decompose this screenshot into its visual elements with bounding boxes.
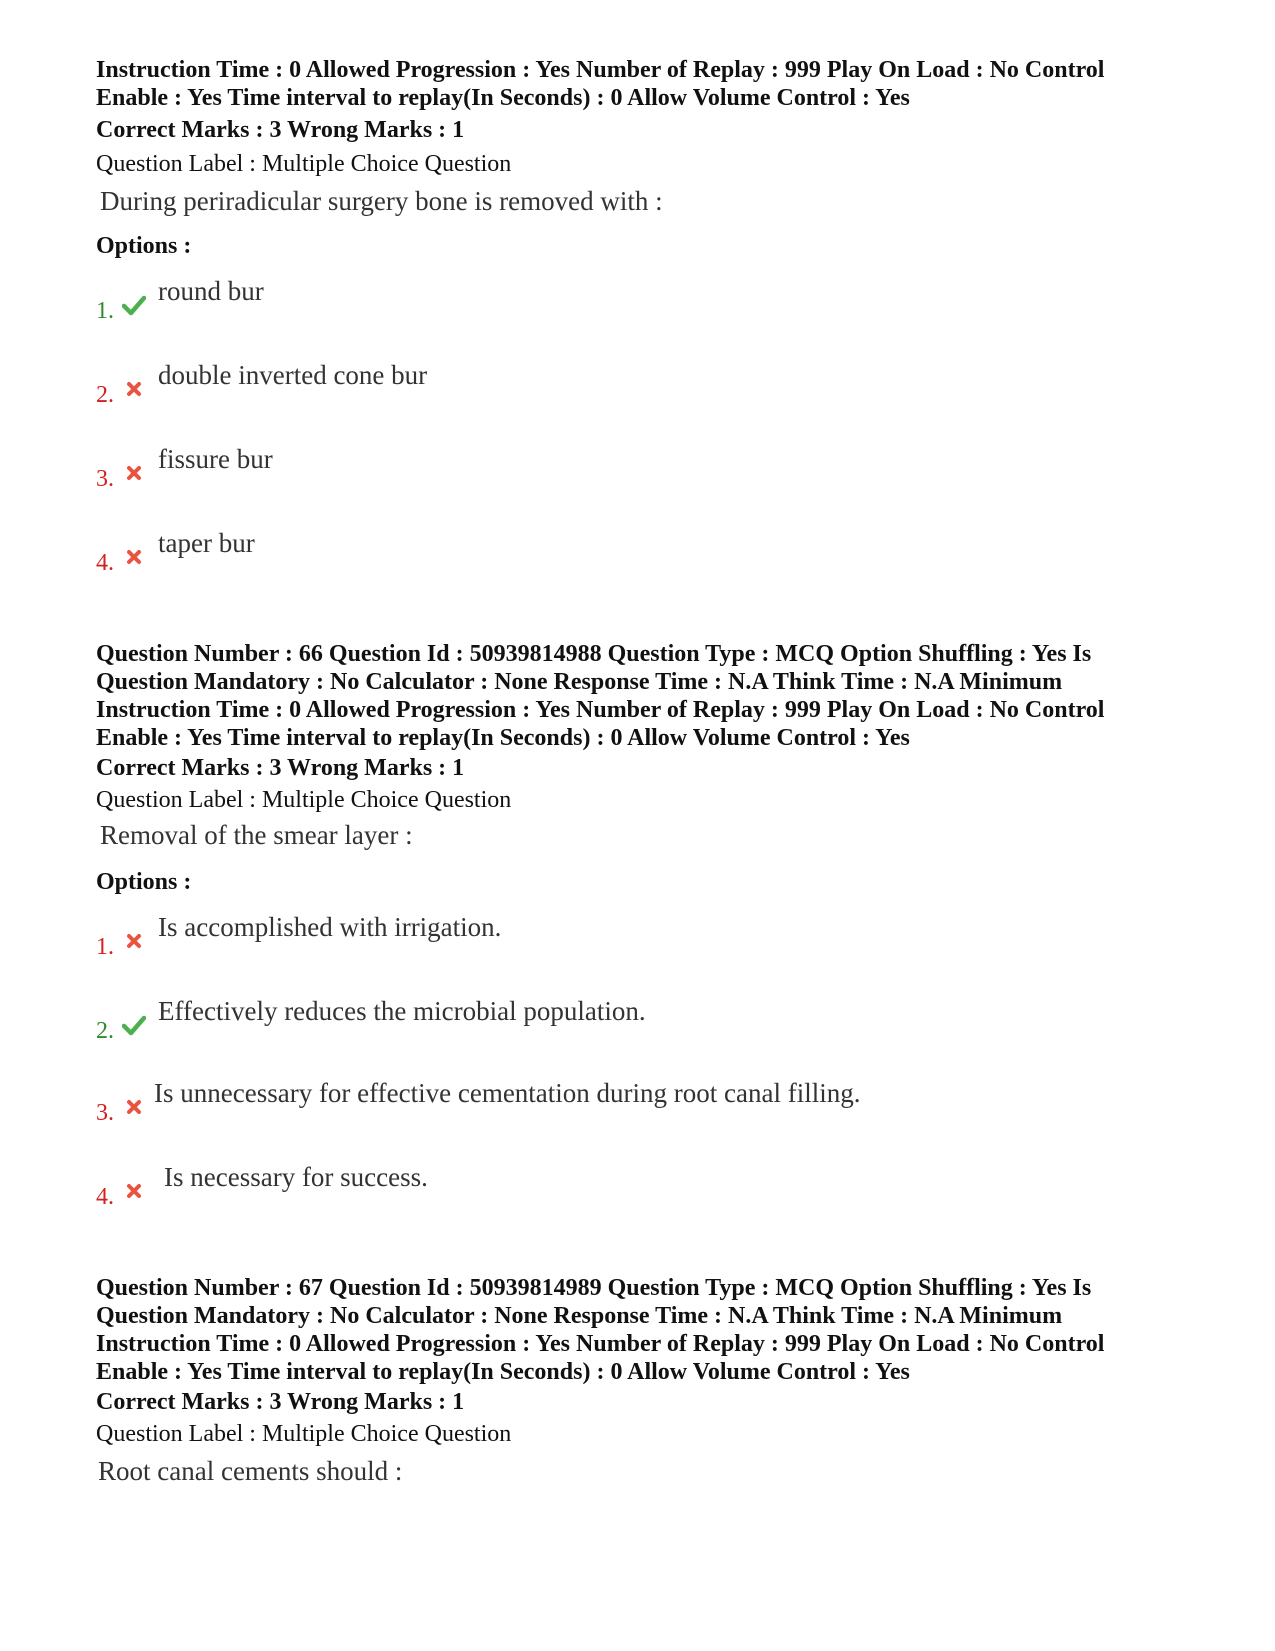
question-text: Root canal cements should : bbox=[98, 1456, 403, 1486]
option-text: fissure bur bbox=[158, 444, 273, 474]
cross-icon bbox=[122, 462, 146, 484]
question-label: Question Label : Multiple Choice Question bbox=[96, 787, 512, 813]
option-text: double inverted cone bur bbox=[158, 360, 428, 390]
question-label: Question Label : Multiple Choice Question bbox=[96, 1421, 512, 1447]
question-meta-line: Enable : Yes Time interval to replay(In Seconds) : 0 Allow Volume Control : Yes bbox=[96, 1359, 910, 1385]
option-text: round bur bbox=[158, 276, 264, 306]
option-text: taper bur bbox=[158, 528, 255, 558]
cross-icon bbox=[122, 378, 146, 400]
question-meta-line: Instruction Time : 0 Allowed Progression : Yes Number of Replay : 999 Play On Load : No Control bbox=[96, 57, 1105, 83]
question-marks: Correct Marks : 3 Wrong Marks : 1 bbox=[96, 1389, 465, 1415]
question-label: Question Label : Multiple Choice Question bbox=[96, 151, 512, 177]
question-meta-line: Enable : Yes Time interval to replay(In Seconds) : 0 Allow Volume Control : Yes bbox=[96, 85, 910, 111]
option-text: Is necessary for success. bbox=[164, 1162, 428, 1192]
cross-icon bbox=[122, 546, 146, 568]
question-block-prev bbox=[96, 56, 1206, 112]
option-number: 1. bbox=[96, 298, 114, 324]
option-number: 3. bbox=[96, 1100, 114, 1126]
question-meta-line: Enable : Yes Time interval to replay(In Seconds) : 0 Allow Volume Control : Yes bbox=[96, 725, 910, 751]
checkmark-icon bbox=[122, 1014, 146, 1036]
option-number: 2. bbox=[96, 382, 114, 408]
option-number: 1. bbox=[96, 934, 114, 960]
options-heading: Options : bbox=[96, 869, 192, 895]
cross-icon bbox=[122, 1096, 146, 1118]
question-meta-line: Instruction Time : 0 Allowed Progression : Yes Number of Replay : 999 Play On Load : No Control bbox=[96, 697, 1105, 723]
question-block-67 bbox=[96, 1274, 1206, 1386]
options-heading: Options : bbox=[96, 233, 192, 259]
option-number: 2. bbox=[96, 1018, 114, 1044]
option-number: 4. bbox=[96, 550, 114, 576]
question-meta-line: Question Number : 66 Question Id : 50939814988 Question Type : MCQ Option Shuffling : Yes Is bbox=[96, 641, 1092, 667]
question-meta-line: Question Mandatory : No Calculator : None Response Time : N.A Think Time : N.A Minimum bbox=[96, 1303, 1063, 1329]
option-number: 4. bbox=[96, 1184, 114, 1210]
checkmark-icon bbox=[122, 294, 146, 316]
question-meta-line: Instruction Time : 0 Allowed Progression : Yes Number of Replay : 999 Play On Load : No Control bbox=[96, 1331, 1105, 1357]
question-text: Removal of the smear layer : bbox=[100, 820, 413, 850]
option-text: Is unnecessary for effective cementation during root canal filling. bbox=[154, 1078, 861, 1108]
question-meta-line: Question Mandatory : No Calculator : None Response Time : N.A Think Time : N.A Minimum bbox=[96, 669, 1063, 695]
question-marks: Correct Marks : 3 Wrong Marks : 1 bbox=[96, 117, 465, 143]
cross-icon bbox=[122, 930, 146, 952]
option-text: Is accomplished with irrigation. bbox=[158, 912, 502, 942]
question-text: During periradicular surgery bone is removed with : bbox=[100, 186, 663, 216]
question-meta-line: Question Number : 67 Question Id : 50939814989 Question Type : MCQ Option Shuffling : Yes Is bbox=[96, 1275, 1092, 1301]
option-text: Effectively reduces the microbial population. bbox=[158, 996, 646, 1026]
cross-icon bbox=[122, 1180, 146, 1202]
question-marks: Correct Marks : 3 Wrong Marks : 1 bbox=[96, 755, 465, 781]
question-block-66 bbox=[96, 640, 1206, 752]
option-number: 3. bbox=[96, 466, 114, 492]
